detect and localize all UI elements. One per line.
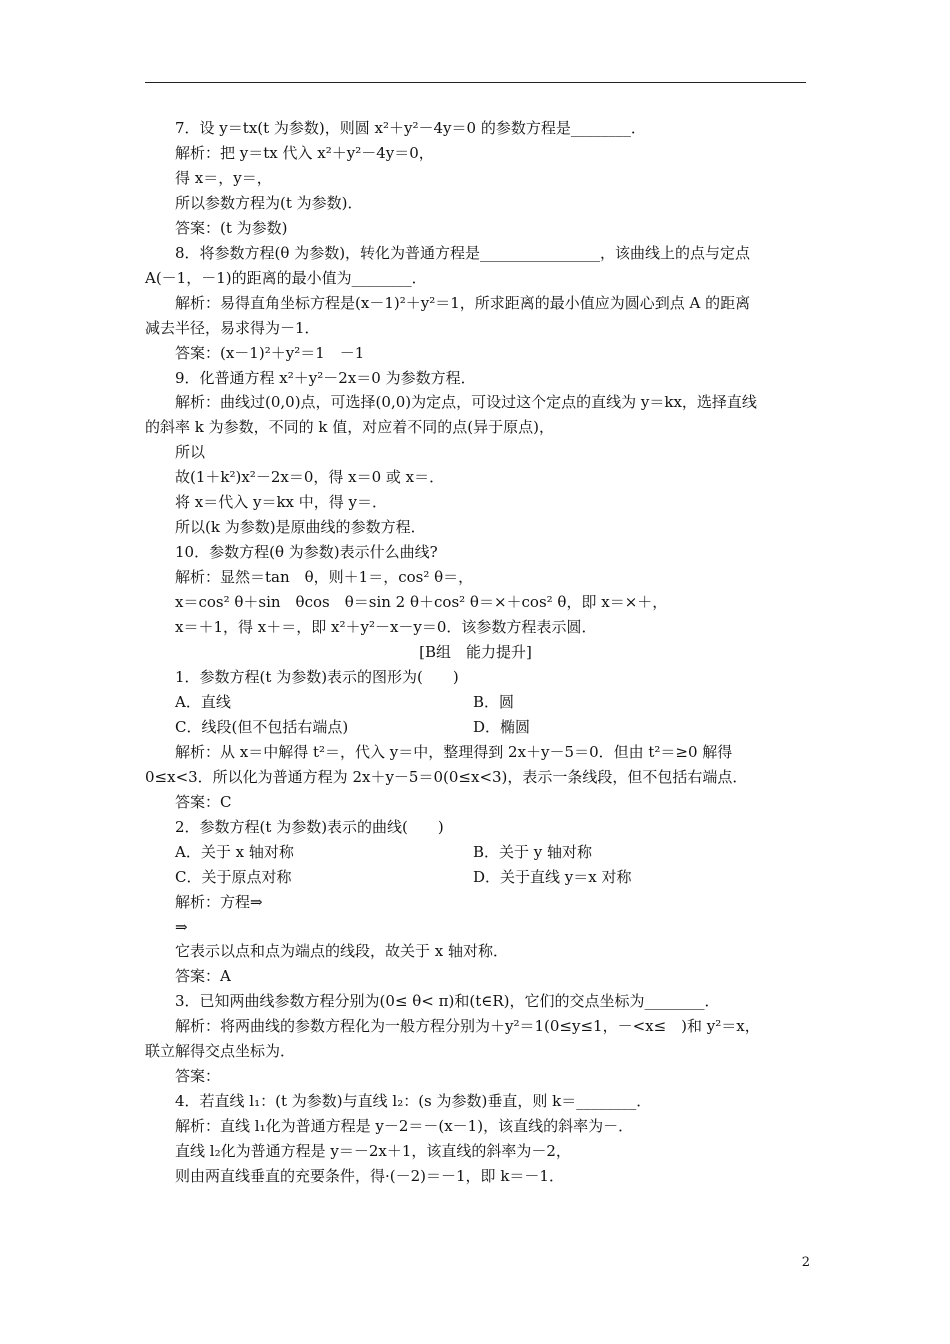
document-body [145,116,806,1189]
text-line: 8．将参数方程(θ 为参数)，转化为普通方程是________________，该曲线上的点与定点 [175,243,751,262]
text-line: 答案：C [175,792,232,811]
option-row [145,690,806,715]
option: B．关于 y 轴对称 [473,842,593,861]
text-line: 得 x＝，y＝， [175,168,272,187]
text-line: 则由两直线垂直的充要条件，得·(－2)＝－1，即 k＝－1． [175,1167,564,1186]
text-line: x＝＋1，得 x＋＝，即 x²＋y²－x－y＝0．该参数方程表示圆． [175,618,597,637]
text-line: 解析：显然＝tan θ，则＋1＝，cos² θ＝， [175,568,474,587]
text-line: 10．参数方程(θ 为参数)表示什么曲线? [175,543,438,562]
text-line: 答案：(t 为参数) [175,218,288,237]
text-line: 解析：易得直角坐标方程是(x－1)²＋y²＝1，所求距离的最小值应为圆心到点 A 的距离 [175,293,751,312]
text-line: 减去半径，易求得为－1． [145,318,320,337]
text-line: 所以 [175,443,206,462]
section-heading: [B组 能力提升] [419,643,532,662]
text-line: 将 x＝代入 y＝kx 中，得 y＝． [175,493,388,512]
text-line: A(－1，－1)的距离的最小值为________． [145,268,427,287]
text-line: 解析：直线 l₁化为普通方程是 y－2＝－(x－1)，该直线的斜率为－． [175,1117,634,1136]
text-line: 7．设 y＝tx(t 为参数)，则圆 x²＋y²－4y＝0 的参数方程是________． [175,119,646,137]
text-line: 2．参数方程(t 为参数)表示的曲线( ) [175,817,444,836]
text-line: 直线 l₂化为普通方程是 y＝－2x＋1，该直线的斜率为－2， [175,1142,571,1161]
text-line: 解析：曲线过(0,0)点，可选择(0,0)为定点，可设过这个定点的直线为 y＝kx，选择直线 [175,393,757,412]
option-row [145,715,806,740]
text-line: 4．若直线 l₁：(t 为参数)与直线 l₂：(s 为参数)垂直，则 k＝________． [175,1092,652,1111]
page-number: 2 [801,1255,810,1270]
text-line: 0≤x<3．所以化为普通方程为 2x＋y－5＝0(0≤x<3)，表示一条线段，但不包括右端点． [145,767,748,786]
text-line: 解析：方程⇒ [175,892,263,911]
option: A．直线 [175,692,231,711]
text-line: 解析：把 y＝tx 代入 x²＋y²－4y＝0， [175,143,434,162]
option-row [145,840,806,865]
option: A．关于 x 轴对称 [175,842,294,861]
option: C．关于原点对称 [175,867,292,886]
text-line: ⇒ [175,917,188,936]
text-line: 答案：(x－1)²＋y²＝1 －1 [175,343,365,362]
text-line: 解析：将两曲线的参数方程化为一般方程分别为＋y²＝1(0≤y≤1，－<x≤ )和 y²＝x， [175,1017,760,1036]
text-line: 3．已知两曲线参数方程分别为(0≤ θ< π)和(t∈R)，它们的交点坐标为________． [175,992,720,1011]
text-line: 答案： [175,1067,221,1086]
text-line: 故(1＋k²)x²－2x＝0，得 x＝0 或 x＝． [175,468,445,487]
option: D．关于直线 y＝x 对称 [473,867,632,886]
text-line: 的斜率 k 为参数，不同的 k 值，对应着不同的点(异于原点)， [145,418,554,437]
option-row [145,865,806,890]
text-line: 联立解得交点坐标为． [145,1042,296,1061]
text-line: x＝cos² θ＋sin θcos θ＝sin 2 θ＋cos² θ＝×＋cos² θ，即 x＝×＋， [175,593,668,612]
text-line: 答案：A [175,967,231,986]
text-line: 1．参数方程(t 为参数)表示的图形为( ) [175,667,459,686]
text-line: 所以(k 为参数)是原曲线的参数方程． [175,518,426,537]
option: D．椭圆 [473,717,531,736]
option: B．圆 [473,692,515,711]
text-line: 它表示以点和点为端点的线段，故关于 x 轴对称． [175,942,508,961]
text-line: 9．化普通方程 x²＋y²－2x＝0 为参数方程． [175,368,476,387]
text-line: 解析：从 x＝中解得 t²＝，代入 y＝中，整理得到 2x＋y－5＝0．但由 t²＝≥0 解得 [175,742,733,761]
text-line: 所以参数方程为(t 为参数)． [175,193,363,212]
header-rule [145,82,806,83]
option: C．线段(但不包括右端点) [175,717,349,736]
